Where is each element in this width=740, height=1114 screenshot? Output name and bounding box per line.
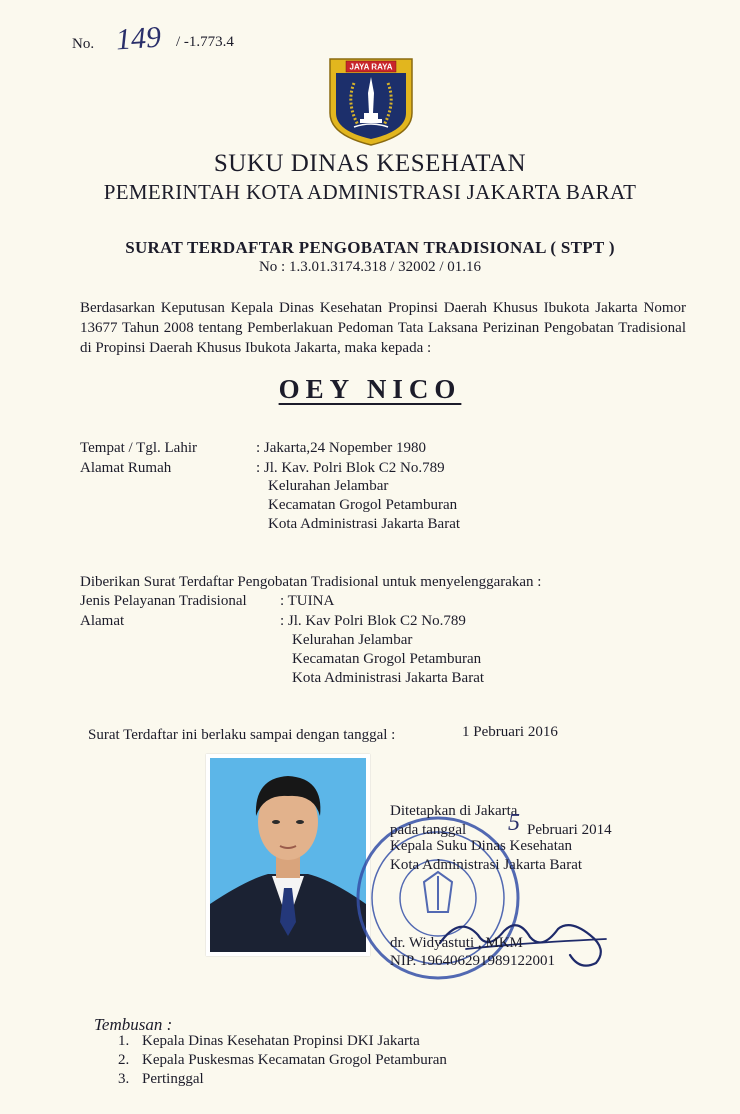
birth-value: : Jakarta,24 Nopember 1980 [256,440,426,456]
jakarta-emblem-icon [324,55,418,147]
copies-title: Tembusan : [94,1015,173,1034]
home-address-line1: : Jl. Kav. Polri Blok C2 No.789 [256,460,445,476]
certificate-title: SURAT TERDAFTAR PENGOBATAN TRADISIONAL ( STPT ) [125,238,615,257]
issue-date-prefix: pada tanggal [390,822,467,838]
holder-name: OEY NICO [278,374,462,404]
service-intro: Diberikan Surat Terdaftar Pengobatan Tradisional untuk menyelenggarakan : [80,574,542,590]
copies-item-1: Kepala Dinas Kesehatan Propinsi DKI Jakarta [142,1033,420,1049]
issue-date-handwritten: 5 [508,810,520,836]
issue-date-rest: Pebruari 2014 [527,822,612,838]
copies-number-2: 2. [118,1052,130,1068]
practice-address-label: Alamat [80,613,125,629]
validity-date: 1 Pebruari 2016 [462,724,558,740]
copies-number-1: 1. [118,1033,130,1049]
place-of-issue: Ditetapkan di Jakarta [390,803,518,819]
agency-title: SUKU DINAS KESEHATAN [213,150,527,177]
copies-item-2: Kepala Puskesmas Kecamatan Grogol Petamburan [142,1052,447,1068]
reference-number-label: No. [72,36,95,52]
home-address-label: Alamat Rumah [80,460,172,476]
signer-name: dr. Widyastuti , MKM [390,935,523,951]
home-address-line2: Kelurahan Jelambar [268,478,389,494]
validity-label: Surat Terdaftar ini berlaku sampai dengan tanggal : [88,727,396,743]
birth-label: Tempat / Tgl. Lahir [80,440,197,456]
certificate-number: No : 1.3.01.3174.318 / 32002 / 01.16 [258,259,482,275]
government-title: PEMERINTAH KOTA ADMINISTRASI JAKARTA BARAT [103,180,637,204]
reference-number-handwritten: 149 [114,20,163,57]
home-address-line4: Kota Administrasi Jakarta Barat [268,516,461,532]
holder-photo [206,754,370,956]
copies-number-3: 3. [118,1071,130,1087]
practice-address-line4: Kota Administrasi Jakarta Barat [292,670,485,686]
copies-item-3: Pertinggal [142,1071,204,1087]
service-type-value: : TUINA [280,593,335,609]
intro-paragraph: Berdasarkan Keputusan Kepala Dinas Kesehatan Propinsi Daerah Khusus Ibukota Jakarta Nomor 13677 Tahun 2008 tentang Pemberlakuan Pedoman Tata Laksana Perizinan Pengobatan Tradisional di Propinsi Daerah Khusus Ibukota Jakarta, maka kepada : [80,300,686,356]
practice-address-line3: Kecamatan Grogol Petamburan [292,651,482,667]
signer-position-2: Kota Administrasi Jakarta Barat [390,857,583,873]
reference-number-suffix: / -1.773.4 [176,34,234,50]
signer-position-1: Kepala Suku Dinas Kesehatan [390,838,573,854]
home-address-line3: Kecamatan Grogol Petamburan [268,497,458,513]
emblem-motto: JAYA RAYA [349,62,393,72]
service-type-label: Jenis Pelayanan Tradisional [80,593,247,609]
signer-nip: NIP. 196406291989122001 [390,953,556,969]
practice-address-line2: Kelurahan Jelambar [292,632,413,648]
practice-address-line1: : Jl. Kav Polri Blok C2 No.789 [280,613,466,629]
